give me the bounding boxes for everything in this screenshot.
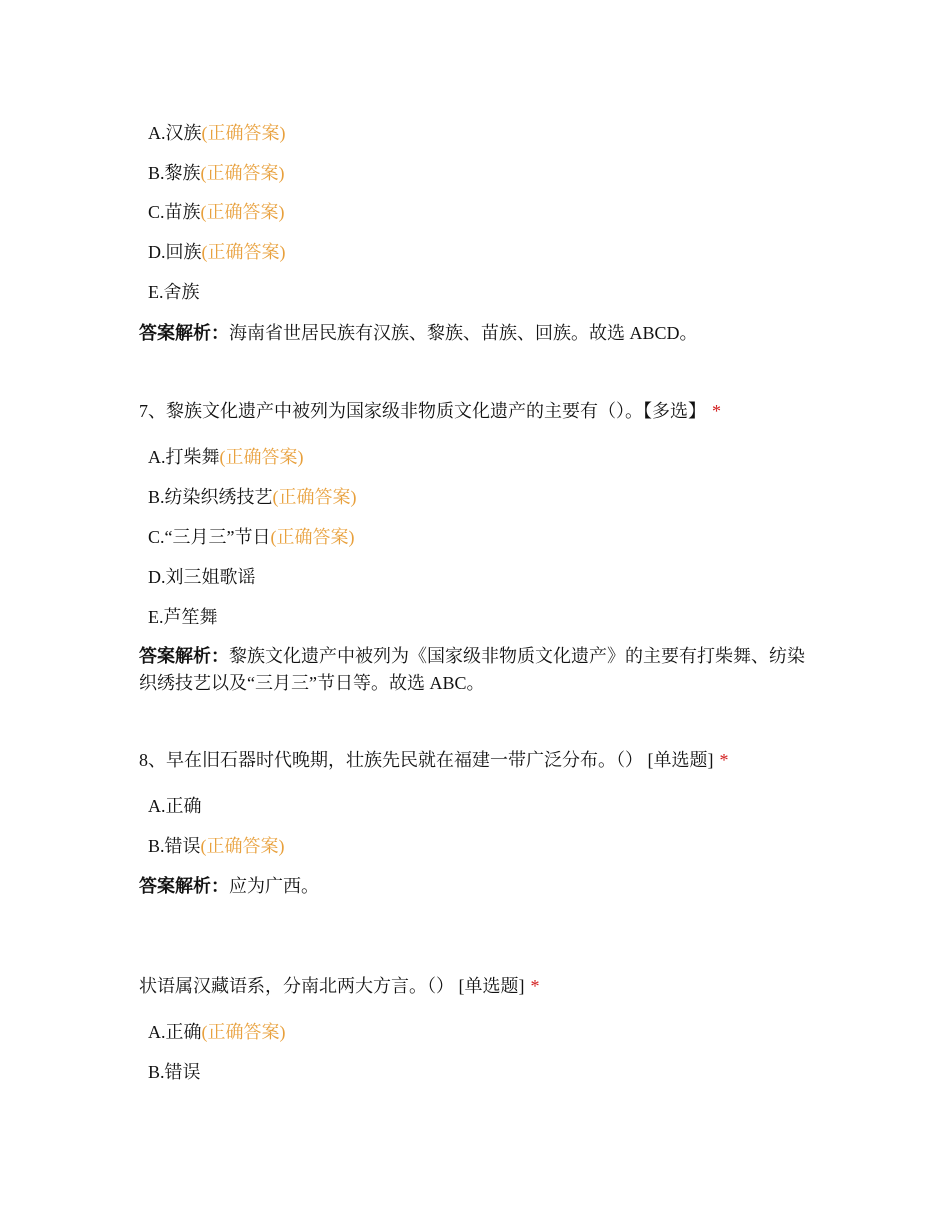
q9-option-b: [148, 1060, 201, 1084]
required-marker: *: [530, 976, 540, 996]
question-text: 状语属汉藏语系，分南北两大方言。（） [单选题]: [139, 976, 525, 996]
q6-option-e: [148, 280, 200, 304]
explanation-label: 答案解析：: [139, 323, 229, 343]
q7-option-c: [148, 525, 354, 549]
explanation-label: 答案解析：: [139, 646, 229, 666]
correct-answer-mark: (正确答案): [201, 242, 286, 262]
correct-answer-mark: (正确答案): [272, 487, 357, 507]
question-text: 7、黎族文化遗产中被列为国家级非物质文化遗产的主要有（）。【多选】: [139, 401, 706, 421]
required-marker: *: [719, 750, 729, 770]
option-label: E.舍族: [148, 282, 200, 302]
q7-option-d: [148, 565, 256, 589]
q6-option-a: [148, 121, 286, 145]
q7-option-a: [148, 445, 304, 469]
option-label: D.回族: [148, 242, 202, 262]
option-label: B.错误: [148, 1062, 201, 1082]
correct-answer-mark: (正确答案): [270, 527, 355, 547]
q7-option-b: [148, 485, 357, 509]
q8-explanation: [139, 873, 819, 900]
option-label: A.打柴舞: [148, 447, 220, 467]
q8-option-b: [148, 834, 285, 858]
explanation-label: 答案解析：: [139, 876, 229, 896]
required-marker: *: [712, 401, 721, 421]
q8-question-title: [139, 748, 729, 772]
q9-option-a: [148, 1020, 286, 1044]
q7-question-title: [139, 399, 721, 423]
correct-answer-mark: (正确答案): [201, 123, 286, 143]
correct-answer-mark: (正确答案): [201, 1022, 286, 1042]
q8-option-a: [148, 794, 202, 818]
correct-answer-mark: (正确答案): [200, 836, 285, 856]
explanation-text: 黎族文化遗产中被列为《国家级非物质文化遗产》的主要有打柴舞、纺染织绣技艺以及“三月三”节日等。故选 ABC。: [139, 646, 805, 693]
explanation-text: 应为广西。: [229, 876, 319, 896]
question-text: 8、早在旧石器时代晚期，壮族先民就在福建一带广泛分布。（） [单选题]: [139, 750, 714, 770]
option-label: A.正确: [148, 796, 202, 816]
q6-option-c: [148, 200, 285, 224]
correct-answer-mark: (正确答案): [200, 163, 285, 183]
option-label: C.“三月三”节日: [148, 527, 271, 547]
q7-option-e: [148, 605, 218, 629]
q9-question-title: [139, 974, 540, 998]
correct-answer-mark: (正确答案): [219, 447, 304, 467]
option-label: B.黎族: [148, 163, 201, 183]
q7-explanation: [139, 643, 819, 697]
option-label: A.汉族: [148, 123, 202, 143]
option-label: D.刘三姐歌谣: [148, 567, 256, 587]
q6-explanation: [139, 320, 819, 347]
option-label: A.正确: [148, 1022, 202, 1042]
correct-answer-mark: (正确答案): [200, 202, 285, 222]
option-label: B.纺染织绣技艺: [148, 487, 273, 507]
explanation-text: 海南省世居民族有汉族、黎族、苗族、回族。故选 ABCD。: [229, 323, 698, 343]
option-label: C.苗族: [148, 202, 201, 222]
q6-option-d: [148, 240, 286, 264]
q6-option-b: [148, 161, 285, 185]
option-label: B.错误: [148, 836, 201, 856]
option-label: E.芦笙舞: [148, 607, 218, 627]
